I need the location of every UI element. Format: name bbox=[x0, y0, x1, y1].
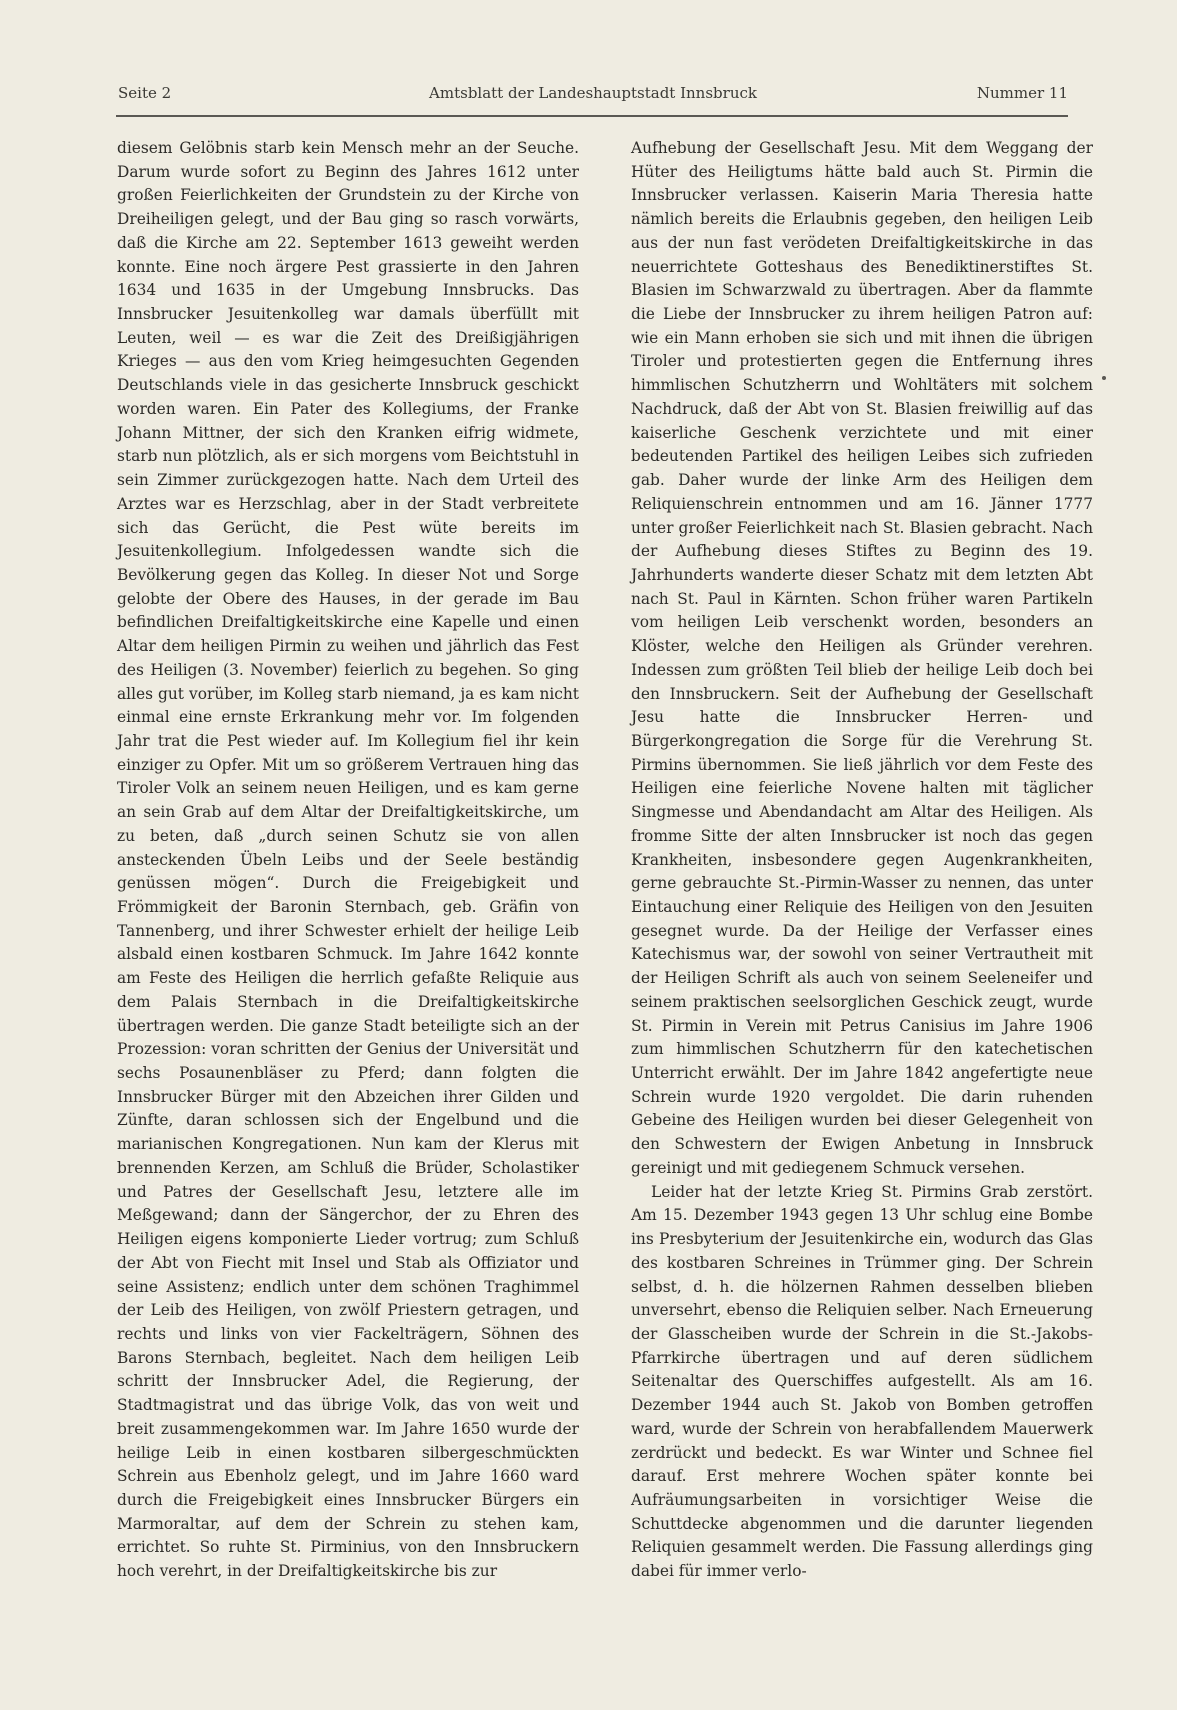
page-number-label: Seite 2 bbox=[118, 84, 172, 102]
left-column bbox=[117, 137, 579, 1584]
right-paragraph-2: Leider hat der letzte Krieg St. Pirmins Grab zerstört. Am 15. Dezember 1943 gegen 13 Uhr schlug eine Bombe ins Presbyterium der Jesuitenkirche ein, wodurch das Glas des kostbaren Schreines in Trümmer ging. Der Schrein selbst, d. h. die hölzernen Rahmen desselben blieben unversehrt, ebenso die Reliquien selber. Nach Erneuerung der Glasscheiben wurde der Schrein in die St.-Jakobs-Pfarrkirche übertragen und auf deren südlichem Seitenaltar des Querschiffes aufgestellt. Als am 16. Dezember 1944 auch St. Jakob von Bomben getroffen ward, wurde der Schrein von herabfallendem Mauerwerk zerdrückt und bedeckt. Es war Winter und Schnee fiel darauf. Erst mehrere Wochen später konnte bei Aufräumungsarbeiten in vorsichtiger Weise die Schuttdecke abgenommen und die darunter liegenden Reliquien gesammelt werden. Die Fassung allerdings ging dabei für immer verlo- bbox=[631, 1182, 1093, 1581]
right-column bbox=[631, 137, 1093, 1584]
margin-speck bbox=[1102, 376, 1106, 380]
page-header bbox=[118, 84, 1068, 110]
left-paragraph-1: diesem Gelöbnis starb kein Mensch mehr an der Seuche. Darum wurde sofort zu Beginn des Jahres 1612 unter großen Feierlichkeiten der Grundstein zu der Kirche von Dreiheiligen gelegt, und der Bau ging so rasch vorwärts, daß die Kirche am 22. September 1613 geweiht werden konnte. Eine noch ärgere Pest grassierte in den Jahren 1634 und 1635 in der Umgebung Innsbrucks. Das Innsbrucker Jesuitenkolleg war damals überfüllt mit Leuten, weil — es war die Zeit des Dreißigjährigen Krieges — aus den vom Krieg heimgesuchten Gegenden Deutschlands viele in das gesicherte Innsbruck geschickt worden waren. Ein Pater des Kollegiums, der Franke Johann Mittner, der sich den Kranken eifrig widmete, starb nun plötzlich, als er sich morgens vom Beichtstuhl in sein Zimmer zurückgezogen hatte. Nach dem Urteil des Arztes war es Herzschlag, aber in der Stadt verbreitete sich das Gerücht, die Pest wüte bereits im Jesuitenkollegium. Infolgedessen wandte sich die Bevölkerung gegen das Kolleg. In dieser Not und Sorge gelobte der Obere des Hauses, in der gerade im Bau befindlichen Dreifaltigkeitskirche eine Kapelle und einen Altar dem heiligen Pirmin zu weihen und jährlich das Fest des Heiligen (3. November) feierlich zu begehen. So ging alles gut vorüber, im Kolleg starb niemand, ja es kam nicht einmal eine ernste Erkrankung mehr vor. Im folgenden Jahr trat die Pest wieder auf. Im Kollegium fiel ihr kein einziger zu Opfer. Mit um so größerem Vertrauen hing das Tiroler Volk an seinem neuen Heiligen, und es kam gerne an sein Grab auf dem Altar der Dreifaltigkeitskirche, um zu beten, daß „durch seinen Schutz sie von allen ansteckenden Übeln Leibs und der Seele beständig genüssen mögen“. Durch die Freigebigkeit und Frömmigkeit der Baronin Sternbach, geb. Gräfin von Tannenberg, und ihrer Schwester erhielt der heilige Leib alsbald einen kostbaren Schmuck. Im Jahre 1642 konnte am Feste des Heiligen die herrlich gefaßte Reliquie aus dem Palais Sternbach in die Dreifaltigkeitskirche übertragen werden. Die ganze Stadt beteiligte sich an der Prozession: voran schritten der Genius der Universität und sechs Posaunenbläser zu Pferd; dann folgten die Innsbrucker Bürger mit den Abzeichen ihrer Gilden und Zünfte, daran schlossen sich der Engelbund und die marianischen Kongregationen. Nun kam der Klerus mit brennenden Kerzen, am Schluß die Brüder, Scholastiker und Patres der Gesellschaft Jesu, letztere alle im Meßgewand; dann der Sängerchor, der zu Ehren des Heiligen eigens komponierte Lieder vortrug; zum Schluß der Abt von Fiecht mit Insel und Stab als Offiziator und seine Assistenz; endlich unter dem schönen Traghimmel der Leib des Heiligen, von zwölf Priestern getragen, und rechts und links von vier Fackelträgern, Söhnen des Barons Sternbach, begleitet. Nach dem heiligen Leib schritt der Innsbrucker Adel, die Regierung, der Stadtmagistrat und das übrige Volk, das von weit und breit zusammengekommen war. Im Jahre 1650 wurde der heilige Leib in einen kostbaren silbergeschmückten Schrein aus Ebenholz gelegt, und im Jahre 1660 ward durch die Freigebigkeit eines Innsbrucker Bürgers ein Marmoraltar, auf dem der Schrein zu stehen kam, errichtet. So ruhte St. Pirminius, von den Innsbruckern hoch verehrt, in der Dreifaltigkeitskirche bis zur bbox=[117, 139, 579, 1581]
publication-title: Amtsblatt der Landeshauptstadt Innsbruck bbox=[429, 84, 757, 102]
right-paragraph-1: Aufhebung der Gesellschaft Jesu. Mit dem Weggang der Hüter des Heiligtums hätte bald auch St. Pirmin die Innsbrucker verlassen. Kaiserin Maria Theresia hatte nämlich bereits die Erlaubnis gegeben, den heiligen Leib aus der nun fast verödeten Dreifaltigkeitskirche in das neuerrichtete Gotteshaus des Benediktinerstiftes St. Blasien im Schwarzwald zu übertragen. Aber da flammte die Liebe der Innsbrucker zu ihrem heiligen Patron auf: wie ein Mann erhoben sie sich und mit ihnen die übrigen Tiroler und protestierten gegen die Entfernung ihres himmlischen Schutzherrn und Wohltäters mit solchem Nachdruck, daß der Abt von St. Blasien freiwillig auf das kaiserliche Geschenk verzichtete und mit einer bedeutenden Partikel des heiligen Leibes sich zufrieden gab. Daher wurde der linke Arm des Heiligen dem Reliquienschrein entnommen und am 16. Jänner 1777 unter großer Feierlichkeit nach St. Blasien gebracht. Nach der Aufhebung dieses Stiftes zu Beginn des 19. Jahrhunderts wanderte dieser Schatz mit dem letzten Abt nach St. Paul in Kärnten. Schon früher waren Partikeln vom heiligen Leib verschenkt worden, besonders an Klöster, welche den Heiligen als Gründer verehren. Indessen zum größten Teil blieb der heilige Leib doch bei den Innsbruckern. Seit der Aufhebung der Gesellschaft Jesu hatte die Innsbrucker Herren- und Bürgerkongregation die Sorge für die Verehrung St. Pirmins übernommen. Sie ließ jährlich vor dem Feste des Heiligen eine feierliche Novene halten mit täglicher Singmesse und Abendandacht am Altar des Heiligen. Als fromme Sitte der alten Innsbrucker ist noch das gegen Krankheiten, insbesondere gegen Augenkrankheiten, gerne gebrauchte St.-Pirmin-Wasser zu nennen, das unter Eintauchung einer Reliquie des Heiligen von den Jesuiten gesegnet wurde. Da der Heilige der Verfasser eines Katechismus war, der sowohl von seiner Vertrautheit mit der Heiligen Schrift als auch von seinem Seeleneifer und seinem praktischen seelsorglichen Geschick zeugt, wurde St. Pirmin in Verein mit Petrus Canisius im Jahre 1906 zum himmlischen Schutzherrn für den katechetischen Unterricht erwählt. Der im Jahre 1842 angefertigte neue Schrein wurde 1920 vergoldet. Die darin ruhenden Gebeine des Heiligen wurden bei dieser Gelegenheit von den Schwestern der Ewigen Anbetung in Innsbruck gereinigt und mit gediegenem Schmuck versehen. bbox=[631, 139, 1093, 1177]
header-divider bbox=[116, 115, 1068, 117]
issue-number-label: Nummer 11 bbox=[976, 84, 1068, 102]
